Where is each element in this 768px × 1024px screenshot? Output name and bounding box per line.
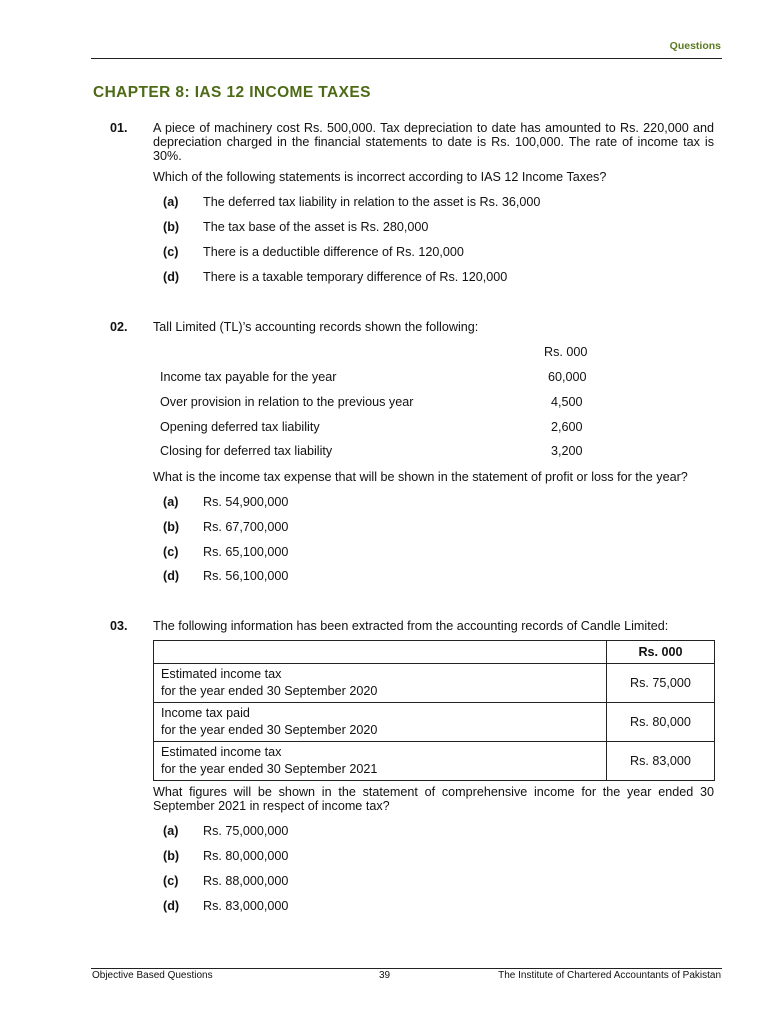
option-text: The deferred tax liability in relation to the asset is Rs. 36,000 — [203, 195, 541, 209]
question-text: A piece of machinery cost Rs. 500,000. Tax depreciation to date has amounted to Rs. 220,000 and depreciation charged in the financial statements to date is Rs. 100,000. The rate of income tax is 30%. — [153, 121, 714, 163]
table-row-label-line1: Estimated income tax — [161, 667, 282, 681]
header-divider — [91, 58, 722, 59]
table-row-label-cell — [154, 703, 607, 742]
option-text: Rs. 80,000,000 — [203, 849, 289, 863]
option-label: (c) — [163, 545, 179, 559]
option-label: (b) — [163, 849, 180, 863]
option-text: Rs. 56,100,000 — [203, 569, 289, 583]
footer-right-text: The Institute of Chartered Accountants of Pakistan — [498, 970, 721, 981]
table-row-label-line2: for the year ended 30 September 2021 — [161, 762, 378, 776]
option-text: The tax base of the asset is Rs. 280,000 — [203, 220, 429, 234]
table-row-label: Opening deferred tax liability — [160, 420, 320, 434]
table-row-label: Closing for deferred tax liability — [160, 444, 333, 458]
table-row — [154, 703, 715, 742]
table-row-value: 2,600 — [551, 420, 583, 434]
table-unit-header: Rs. 000 — [544, 345, 588, 359]
option-label: (d) — [163, 569, 180, 583]
table-row-value: 60,000 — [548, 370, 587, 384]
option-label: (b) — [163, 220, 180, 234]
option-label: (a) — [163, 495, 179, 509]
chapter-title: CHAPTER 8: IAS 12 INCOME TAXES — [93, 84, 371, 101]
table-row-label-cell — [154, 664, 607, 703]
option-text: Rs. 65,100,000 — [203, 545, 289, 559]
question-text: Tall Limited (TL)’s accounting records shown the following: — [153, 320, 479, 334]
option-text: Rs. 88,000,000 — [203, 874, 289, 888]
option-label: (b) — [163, 520, 180, 534]
option-label: (d) — [163, 899, 180, 913]
question-prompt: What is the income tax expense that will be shown in the statement of profit or loss for the year? — [153, 470, 688, 484]
option-label: (a) — [163, 824, 179, 838]
tax-table — [153, 640, 715, 781]
option-label: (c) — [163, 874, 179, 888]
question-number: 01. — [110, 121, 128, 135]
table-row-label-line2: for the year ended 30 September 2020 — [161, 684, 378, 698]
table-unit-header: Rs. 000 — [607, 641, 715, 664]
table-row — [154, 742, 715, 781]
table-row-label-line1: Income tax paid — [161, 706, 250, 720]
option-label: (a) — [163, 195, 179, 209]
question-number: 03. — [110, 619, 128, 633]
table-row-value: Rs. 75,000 — [607, 664, 715, 703]
question-text: The following information has been extracted from the accounting records of Candle Limited: — [153, 619, 669, 633]
option-label: (c) — [163, 245, 179, 259]
option-text: Rs. 54,900,000 — [203, 495, 289, 509]
option-text: Rs. 75,000,000 — [203, 824, 289, 838]
option-text: Rs. 83,000,000 — [203, 899, 289, 913]
table-row-label-cell — [154, 742, 607, 781]
table-row-label: Income tax payable for the year — [160, 370, 337, 384]
table-row-label-line2: for the year ended 30 September 2020 — [161, 723, 378, 737]
question-prompt: Which of the following statements is incorrect according to IAS 12 Income Taxes? — [153, 170, 607, 184]
table-row-value: Rs. 80,000 — [607, 703, 715, 742]
table-row-label-line1: Estimated income tax — [161, 745, 282, 759]
option-label: (d) — [163, 270, 180, 284]
table-row-label: Over provision in relation to the previous year — [160, 395, 414, 409]
option-text: Rs. 67,700,000 — [203, 520, 289, 534]
option-text: There is a deductible difference of Rs. 120,000 — [203, 245, 464, 259]
table-row — [154, 664, 715, 703]
table-header-empty-cell — [154, 641, 607, 664]
table-row-value: 4,500 — [551, 395, 583, 409]
question-prompt: What figures will be shown in the statement of comprehensive income for the year ended 30 September 2021 in respect of income tax? — [153, 785, 714, 813]
option-text: There is a taxable temporary difference of Rs. 120,000 — [203, 270, 508, 284]
question-number: 02. — [110, 320, 128, 334]
footer-divider — [91, 968, 722, 969]
running-header: Questions — [669, 40, 721, 52]
table-header-row — [154, 641, 715, 664]
footer-left-text: Objective Based Questions — [92, 970, 213, 981]
table-row-value: Rs. 83,000 — [607, 742, 715, 781]
page-number: 39 — [379, 970, 391, 981]
table-row-value: 3,200 — [551, 444, 583, 458]
